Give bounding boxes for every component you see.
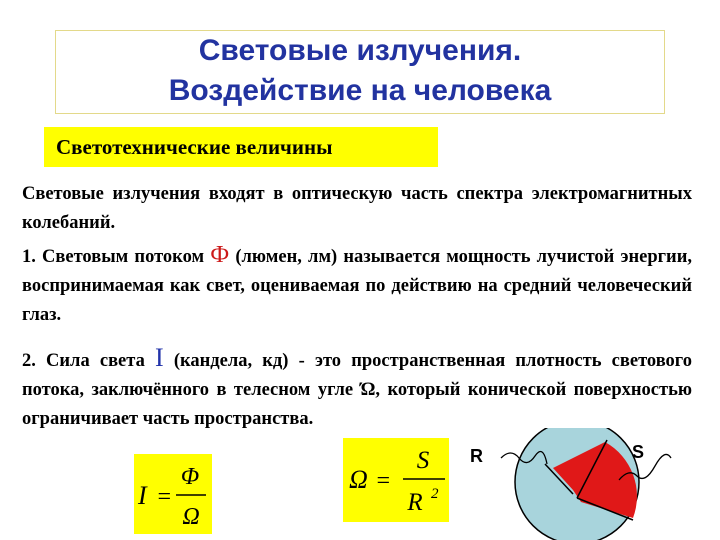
- intensity-text-after: (кандела, кд) - это пространственная плотность светового потока, заключённого в телесном угле Ώ, который конической поверхностью ограничивает часть пространства.: [22, 351, 693, 429]
- formula-omega-exponent: 2: [431, 486, 439, 502]
- formula-i-eq: =: [156, 484, 173, 510]
- intensity-symbol: I: [155, 343, 164, 372]
- paragraph-luminous-intensity: [22, 343, 692, 434]
- formula-i-numerator: Φ: [180, 464, 200, 490]
- formula-i-lhs: I: [138, 481, 147, 510]
- formula-i-denominator: Ω: [182, 504, 200, 530]
- formula-intensity-svg: [134, 454, 212, 534]
- paragraph-intro: Световые излучения входят в оптическую часть спектра электромагнитных колебаний.: [22, 184, 692, 233]
- title-box: [55, 30, 665, 114]
- section-subtitle: Светотехнические величины: [44, 127, 438, 167]
- flux-text-before: 1. Световым потоком: [22, 247, 211, 267]
- flux-symbol: Ф: [210, 242, 230, 268]
- paragraph-luminous-flux: [22, 241, 692, 330]
- diagram-label-s: S: [632, 442, 645, 462]
- intensity-text-before: 2. Сила света: [22, 351, 155, 371]
- formula-omega-denominator: R: [407, 489, 423, 516]
- diagram-label-r: R: [470, 446, 483, 466]
- formula-omega-lhs: Ω: [349, 465, 368, 494]
- formula-omega-numerator: S: [416, 447, 430, 474]
- title-line-2: Воздействие на человека: [168, 74, 552, 107]
- formula-solid-angle-svg: [343, 438, 449, 522]
- formula-solid-angle: [343, 438, 449, 522]
- title-line-1: Световые излучения.: [198, 34, 522, 67]
- formula-omega-eq: =: [375, 468, 392, 494]
- formula-intensity: [134, 454, 212, 534]
- flux-text-after: (люмен, лм) называется мощность лучистой энергии, воспринимаемая как свет, оцениваемая по действию на средний человеческий глаз.: [22, 247, 692, 325]
- solid-angle-diagram: [495, 428, 705, 540]
